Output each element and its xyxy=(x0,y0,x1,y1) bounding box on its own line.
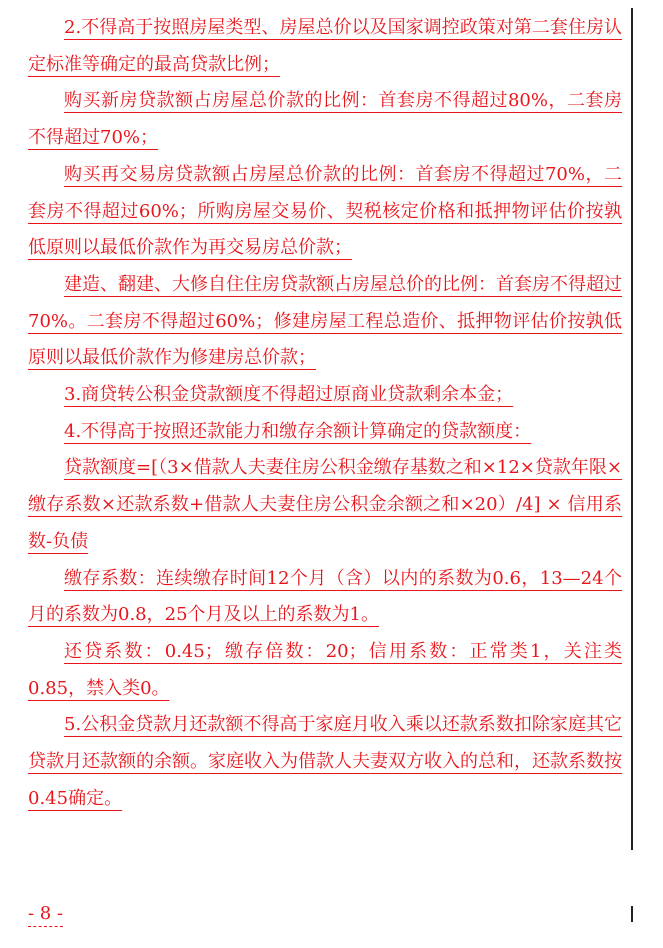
paragraph-new-house-ratio: 购买新房贷款额占房屋总价款的比例：首套房不得超过80%，二套房不得超过70%； xyxy=(28,90,622,149)
right-margin-mark xyxy=(631,906,633,922)
paragraph-repayment-coefficient: 还贷系数：0.45；缴存倍数：20；信用系数：正常类1，关注类0.85，禁入类0。 xyxy=(28,640,622,699)
paragraph-max-ratio-rule: 2.不得高于按照房屋类型、房屋总价以及国家调控政策对第二套住房认定标准等确定的最高贷款比例； xyxy=(28,17,622,75)
paragraph-monthly-repayment: 5.公积金贷款月还款额不得高于家庭月收入乘以还款系数扣除家庭其它贷款月还款额的余额。家庭收入为借款人夫妻双方收入的总和，还款系数按0.45确定。 xyxy=(28,714,622,809)
paragraph-repayment-capacity: 4.不得高于按照还款能力和缴存余额计算确定的贷款额度： xyxy=(64,420,532,442)
page-number: - 8 - xyxy=(28,902,63,927)
right-margin-rule xyxy=(631,8,633,850)
paragraph-deposit-coefficient: 缴存系数：连续缴存时间12个月（含）以内的系数为0.6，13—24个月的系数为0.8，25个月及以上的系数为1。 xyxy=(28,567,622,626)
paragraph-loan-formula: 贷款额度=[（3×借款人夫妻住房公积金缴存基数之和×12×贷款年限×缴存系数×还款系数+借款人夫妻住房公积金余额之和×20）/4] × 信用系数-负债 xyxy=(28,457,622,552)
paragraph-resale-house-ratio: 购买再交易房贷款额占房屋总价款的比例：首套房不得超过70%，二套房不得超过60%；所购房屋交易价、契税核定价格和抵押物评估价按孰低原则以最低价款作为再交易房总价款； xyxy=(28,163,622,259)
paragraph-build-repair-ratio: 建造、翻建、大修自住住房贷款额占房屋总价的比例：首套房不得超过70%。二套房不得超过60%；修建房屋工程总造价、抵押物评估价按孰低原则以最低价款作为修建房总价款； xyxy=(28,273,622,369)
body-text xyxy=(28,10,622,817)
paragraph-commercial-transfer: 3.商贷转公积金贷款额度不得超过原商业贷款剩余本金； xyxy=(64,384,514,406)
